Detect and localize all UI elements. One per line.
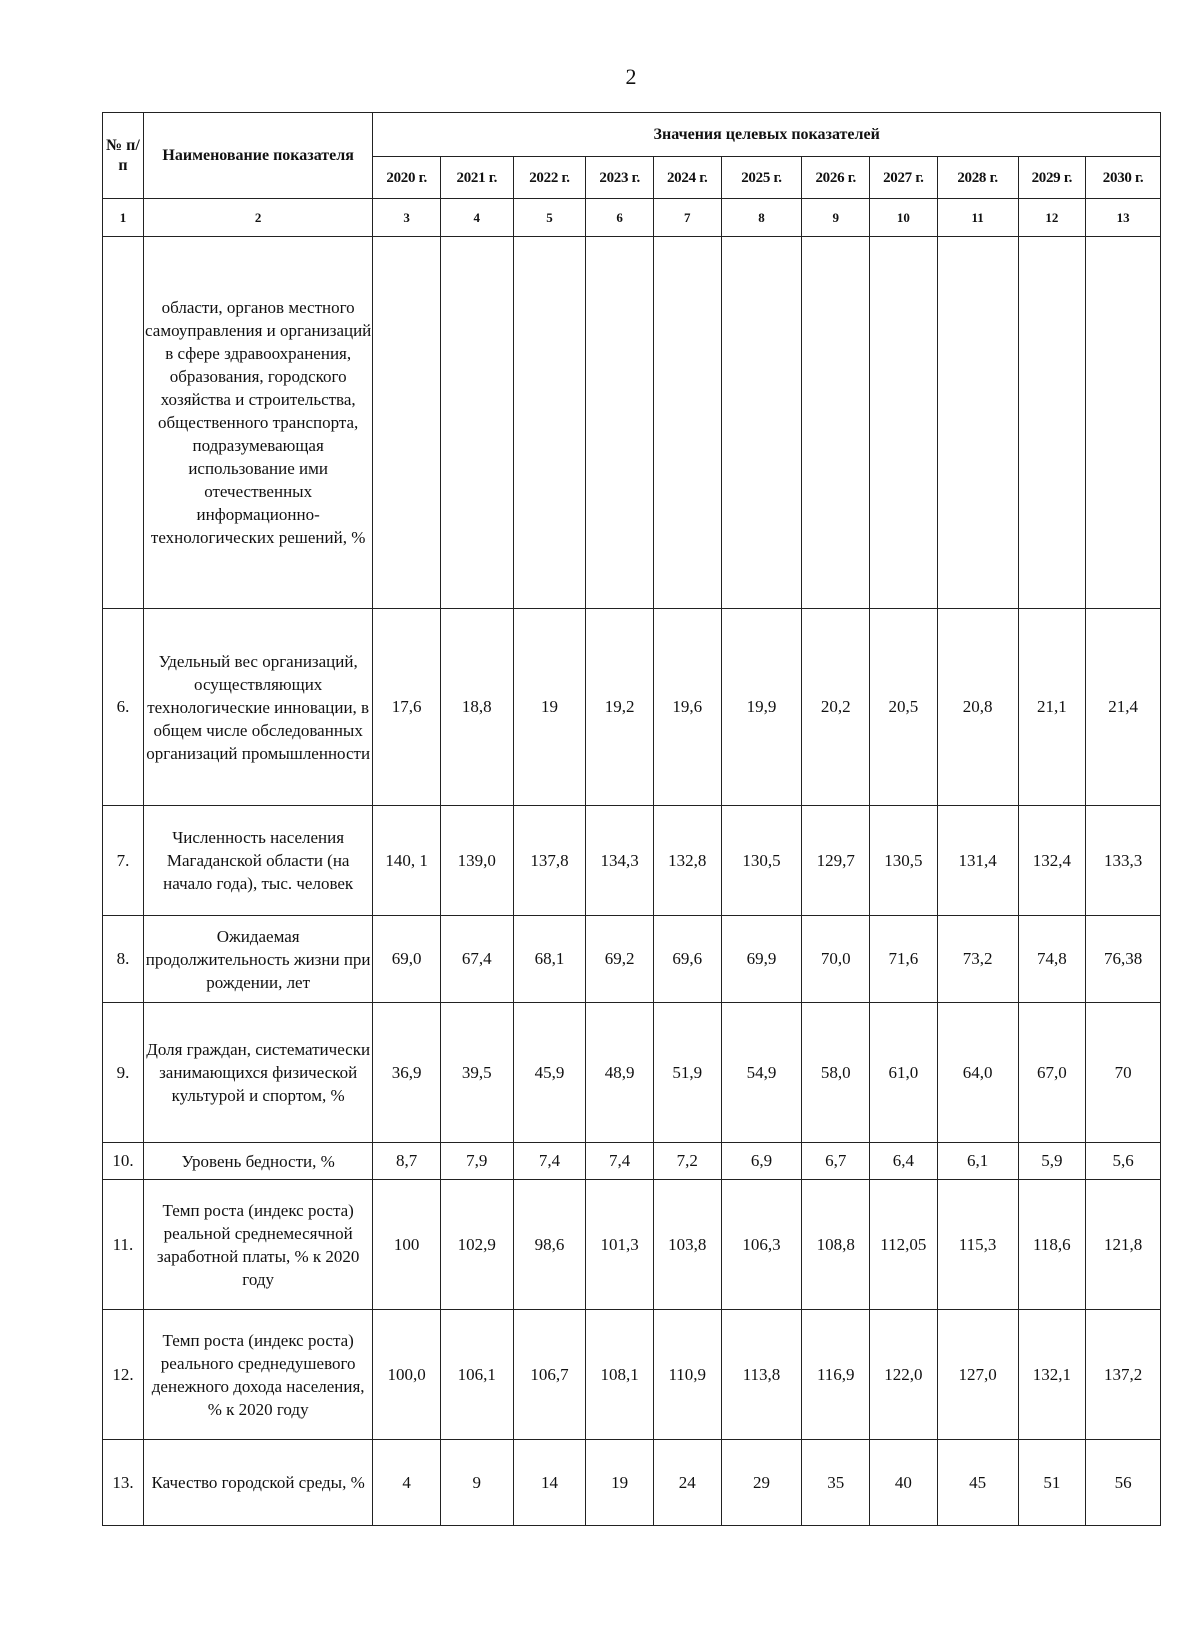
indicator-value: 134,3 [586,806,654,916]
row-number: 7. [103,806,144,916]
indicator-value: 108,1 [586,1310,654,1440]
indicator-value: 122,0 [870,1310,938,1440]
indicator-value: 19,6 [653,609,721,806]
indicator-value: 129,7 [802,806,870,916]
indicator-value [513,237,586,609]
table-row [103,1143,1161,1180]
indicator-value: 20,2 [802,609,870,806]
indicator-value: 110,9 [653,1310,721,1440]
indicator-value: 69,0 [373,916,441,1003]
table-row [103,237,1161,609]
table-row [103,1180,1161,1310]
column-number: 8 [721,199,802,237]
indicator-value: 7,2 [653,1143,721,1180]
indicator-value: 106,7 [513,1310,586,1440]
indicator-value [870,237,938,609]
indicator-value: 132,8 [653,806,721,916]
row-number: 10. [103,1143,144,1180]
indicator-value: 112,05 [870,1180,938,1310]
indicator-value: 45 [937,1440,1018,1526]
table-body [103,237,1161,1526]
indicator-value: 100,0 [373,1310,441,1440]
table-row [103,916,1161,1003]
indicator-value [586,237,654,609]
indicator-value: 106,1 [440,1310,513,1440]
column-number: 2 [143,199,372,237]
indicator-value: 71,6 [870,916,938,1003]
row-number: 12. [103,1310,144,1440]
indicator-value: 127,0 [937,1310,1018,1440]
indicator-value: 101,3 [586,1180,654,1310]
column-number: 1 [103,199,144,237]
row-number: 11. [103,1180,144,1310]
indicator-value: 9 [440,1440,513,1526]
indicator-value: 7,9 [440,1143,513,1180]
num-header: № п/п [103,113,144,199]
indicator-value: 102,9 [440,1180,513,1310]
indicator-value: 69,9 [721,916,802,1003]
indicator-value: 106,3 [721,1180,802,1310]
indicator-value: 40 [870,1440,938,1526]
indicator-value: 39,5 [440,1003,513,1143]
indicator-value: 132,1 [1018,1310,1086,1440]
indicator-value: 100 [373,1180,441,1310]
indicator-value: 115,3 [937,1180,1018,1310]
indicator-value: 19,9 [721,609,802,806]
indicator-value [1086,237,1161,609]
indicator-value: 19 [586,1440,654,1526]
column-number: 5 [513,199,586,237]
year-header: 2021 г. [440,157,513,199]
indicator-value: 36,9 [373,1003,441,1143]
column-number: 10 [870,199,938,237]
year-header: 2022 г. [513,157,586,199]
table-row [103,609,1161,806]
indicator-value: 51,9 [653,1003,721,1143]
table-row [103,1440,1161,1526]
indicator-value: 4 [373,1440,441,1526]
row-number [103,237,144,609]
indicator-name: Темп роста (индекс роста) реальной среднемесячной заработной платы, % к 2020 году [143,1180,372,1310]
indicator-value: 103,8 [653,1180,721,1310]
year-header: 2029 г. [1018,157,1086,199]
column-number: 11 [937,199,1018,237]
indicator-value: 61,0 [870,1003,938,1143]
year-header: 2027 г. [870,157,938,199]
table-row [103,1310,1161,1440]
indicator-value: 19 [513,609,586,806]
indicator-value: 132,4 [1018,806,1086,916]
indicator-value: 24 [653,1440,721,1526]
indicator-value: 6,4 [870,1143,938,1180]
indicator-value: 6,7 [802,1143,870,1180]
indicator-value: 7,4 [586,1143,654,1180]
indicator-value: 69,2 [586,916,654,1003]
indicator-value: 133,3 [1086,806,1161,916]
indicator-value: 70,0 [802,916,870,1003]
indicator-value: 130,5 [870,806,938,916]
indicator-value: 137,8 [513,806,586,916]
indicator-value: 98,6 [513,1180,586,1310]
indicator-value: 17,6 [373,609,441,806]
indicator-value: 29 [721,1440,802,1526]
indicator-value: 54,9 [721,1003,802,1143]
indicator-value: 108,8 [802,1180,870,1310]
indicator-name: Доля граждан, систематически занимающихся физической культурой и спортом, % [143,1003,372,1143]
indicator-value: 69,6 [653,916,721,1003]
indicator-value: 73,2 [937,916,1018,1003]
indicator-value: 58,0 [802,1003,870,1143]
indicator-value: 140, 1 [373,806,441,916]
year-header: 2025 г. [721,157,802,199]
row-number: 9. [103,1003,144,1143]
indicator-value: 67,0 [1018,1003,1086,1143]
indicator-value: 139,0 [440,806,513,916]
column-number: 12 [1018,199,1086,237]
values-header: Значения целевых показателей [373,113,1161,157]
indicator-value: 64,0 [937,1003,1018,1143]
indicator-value: 45,9 [513,1003,586,1143]
table-row [103,806,1161,916]
year-header: 2030 г. [1086,157,1161,199]
indicator-value: 68,1 [513,916,586,1003]
indicator-value: 56 [1086,1440,1161,1526]
year-header: 2026 г. [802,157,870,199]
year-header: 2023 г. [586,157,654,199]
indicator-name: области, органов местного самоуправления и организаций в сфере здравоохранения, образования, городского хозяйства и строительства, общественного транспорта, подразумевающая использование ими отечественных информационно-технологических решений, % [143,237,372,609]
indicator-value: 116,9 [802,1310,870,1440]
indicator-value: 19,2 [586,609,654,806]
indicator-value: 118,6 [1018,1180,1086,1310]
indicators-table [102,112,1161,1526]
indicator-value: 76,38 [1086,916,1161,1003]
indicator-name: Уровень бедности, % [143,1143,372,1180]
row-number: 8. [103,916,144,1003]
indicator-value [937,237,1018,609]
indicator-name: Темп роста (индекс роста) реального среднедушевого денежного дохода населения, % к 2020 году [143,1310,372,1440]
indicator-value [373,237,441,609]
row-number: 13. [103,1440,144,1526]
column-number: 6 [586,199,654,237]
year-header: 2024 г. [653,157,721,199]
indicator-value: 137,2 [1086,1310,1161,1440]
column-number: 3 [373,199,441,237]
indicator-name: Ожидаемая продолжительность жизни при рождении, лет [143,916,372,1003]
row-number: 6. [103,609,144,806]
indicator-value [721,237,802,609]
table-row [103,1003,1161,1143]
indicator-value: 121,8 [1086,1180,1161,1310]
indicator-value: 131,4 [937,806,1018,916]
column-number: 7 [653,199,721,237]
indicator-value: 20,8 [937,609,1018,806]
indicator-value [440,237,513,609]
indicator-value: 14 [513,1440,586,1526]
indicator-value: 70 [1086,1003,1161,1143]
column-number: 4 [440,199,513,237]
page-number: 2 [625,64,637,89]
indicator-value: 74,8 [1018,916,1086,1003]
column-number-row [103,199,1161,237]
indicator-value: 18,8 [440,609,513,806]
indicator-value: 130,5 [721,806,802,916]
indicator-value: 7,4 [513,1143,586,1180]
indicator-value: 21,1 [1018,609,1086,806]
column-number: 9 [802,199,870,237]
indicator-value: 8,7 [373,1143,441,1180]
name-header: Наименование показателя [143,113,372,199]
indicator-value: 5,6 [1086,1143,1161,1180]
indicator-value: 21,4 [1086,609,1161,806]
indicator-name: Удельный вес организаций, осуществляющих технологические инновации, в общем числе обследованных организаций промышленности [143,609,372,806]
column-number: 13 [1086,199,1161,237]
indicator-value: 67,4 [440,916,513,1003]
header-row [103,113,1161,157]
indicator-value: 35 [802,1440,870,1526]
indicator-value: 5,9 [1018,1143,1086,1180]
indicator-value: 113,8 [721,1310,802,1440]
indicator-value: 6,9 [721,1143,802,1180]
indicator-value [802,237,870,609]
indicator-name: Качество городской среды, % [143,1440,372,1526]
indicator-value: 6,1 [937,1143,1018,1180]
indicator-value: 20,5 [870,609,938,806]
indicator-value: 48,9 [586,1003,654,1143]
indicator-name: Численность населения Магаданской области (на начало года), тыс. человек [143,806,372,916]
indicator-value [653,237,721,609]
indicator-value [1018,237,1086,609]
year-header: 2028 г. [937,157,1018,199]
indicator-value: 51 [1018,1440,1086,1526]
year-header: 2020 г. [373,157,441,199]
